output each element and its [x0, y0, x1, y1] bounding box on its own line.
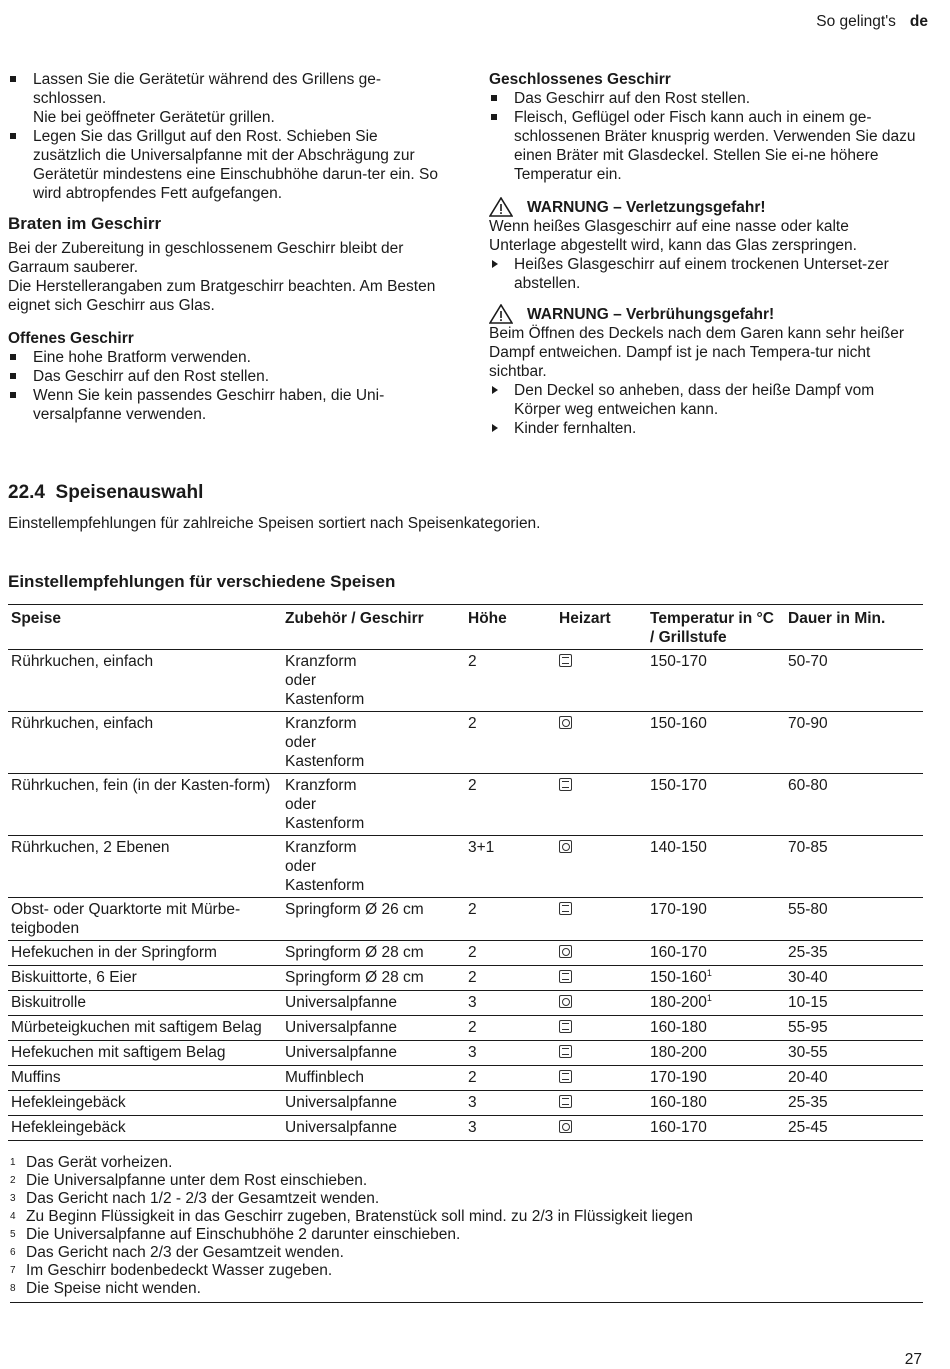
bullet-text: Eine hohe Bratform verwenden. [33, 349, 251, 366]
top-bottom-heat-icon [559, 970, 572, 983]
cell-dauer-text: 50-70 [788, 653, 828, 670]
cell-heizart [556, 1091, 647, 1116]
cell-zubehoer [282, 836, 465, 898]
cell-dauer [785, 966, 923, 991]
cell-dauer-text: 25-35 [788, 944, 828, 961]
cell-temperatur [647, 966, 785, 991]
cell-heizart [556, 898, 647, 941]
column-header: Speise [8, 605, 282, 650]
warning-text: Beim Öffnen des Deckels nach dem Garen kann sehr heißer Dampf entweichen. Dampf ist je nach Tempera-tur nicht sichtbar. [489, 325, 904, 380]
table-row [8, 1016, 923, 1041]
cell-speise-text: Muffins [11, 1069, 61, 1086]
cell-speise [8, 712, 282, 774]
cell-dauer [785, 1016, 923, 1041]
cell-dauer-text: 25-45 [788, 1119, 828, 1136]
cell-zubehoer [282, 1116, 465, 1141]
cell-temperatur [647, 898, 785, 941]
cell-hoehe-text: 2 [468, 901, 477, 918]
cell-temperatur-text: 150-170 [650, 777, 707, 794]
cell-hoehe-text: 3 [468, 994, 477, 1011]
warning-heading [489, 198, 919, 217]
cell-temperatur [647, 1091, 785, 1116]
footnote-text: Das Gerät vorheizen. [26, 1154, 173, 1171]
hot-air-icon [559, 1120, 572, 1133]
hot-air-icon [559, 945, 572, 958]
cell-zubehoer-text: Springform Ø 28 cm [285, 969, 424, 986]
cell-hoehe [465, 898, 556, 941]
bullet-icon [491, 95, 497, 101]
cell-temperatur-text: 140-150 [650, 839, 707, 856]
cell-speise [8, 898, 282, 941]
table-row [8, 774, 923, 836]
footnote-number: 5 [10, 1229, 16, 1240]
action-text: Heißes Glasgeschirr auf einem trockenen Unterset-zer abstellen. [514, 256, 889, 292]
footnote [10, 1226, 923, 1244]
cell-speise [8, 1066, 282, 1091]
cell-heizart [556, 836, 647, 898]
section-heading: Braten im Geschirr [8, 214, 162, 233]
action-text: Kinder fernhalten. [514, 420, 637, 437]
cell-heizart [556, 991, 647, 1016]
footnote-ref: 1 [706, 992, 712, 1003]
cell-temperatur-text: 160-170 [650, 944, 707, 961]
right-column [489, 70, 919, 438]
warning-triangle-icon [489, 197, 513, 217]
table-heading: Einstellempfehlungen für verschiedene Speisen [8, 572, 396, 591]
bullet-icon [10, 373, 16, 379]
cell-zubehoer-text: Kranzform oder Kastenform [285, 839, 365, 894]
cell-hoehe-text: 2 [468, 653, 477, 670]
cell-speise-text: Biskuitrolle [11, 994, 86, 1011]
cell-zubehoer [282, 1066, 465, 1091]
top-bottom-heat-icon [559, 778, 572, 791]
cell-temperatur-text: 150-170 [650, 653, 707, 670]
column-header: Dauer in Min. [785, 605, 923, 650]
action-item [489, 419, 919, 438]
cell-dauer [785, 1066, 923, 1091]
action-text: Den Deckel so anheben, dass der heiße Dampf vom Körper weg entweichen kann. [514, 382, 875, 418]
subheading: Geschlossenes Geschirr [489, 71, 671, 88]
footnote [10, 1208, 923, 1226]
table-header-row [8, 605, 923, 650]
bullet-icon [10, 392, 16, 398]
footnote [10, 1154, 923, 1172]
cell-hoehe-text: 2 [468, 777, 477, 794]
cell-dauer-text: 60-80 [788, 777, 828, 794]
arrow-icon [492, 386, 498, 394]
hot-air-icon [559, 716, 572, 729]
section-name: So gelingt's [816, 13, 896, 30]
hot-air-icon [559, 840, 572, 853]
cell-heizart [556, 1041, 647, 1066]
bullet-sub: Nie bei geöffneter Gerätetür grillen. [33, 109, 275, 126]
cell-zubehoer [282, 941, 465, 966]
cell-hoehe [465, 836, 556, 898]
bullet-text: Legen Sie das Grillgut auf den Rost. Schieben Sie zusätzlich die Universalpfanne mit der Abschrägung zur Gerätetür mindestens eine Einschubhöhe darun-ter ein. So wird abtropfendes Fett aufgefangen. [33, 128, 438, 202]
footnote-number: 1 [10, 1157, 16, 1168]
cell-speise-text: Hefekuchen mit saftigem Belag [11, 1044, 226, 1061]
top-bottom-heat-icon [559, 1020, 572, 1033]
footnote-text: Die Universalpfanne unter dem Rost einschieben. [26, 1172, 368, 1189]
warning-heading [489, 305, 919, 324]
cell-zubehoer [282, 1016, 465, 1041]
bullet-text: Das Geschirr auf den Rost stellen. [33, 368, 270, 385]
cell-zubehoer [282, 1091, 465, 1116]
cell-speise-text: Mürbeteigkuchen mit saftigem Belag [11, 1019, 262, 1036]
cell-hoehe [465, 650, 556, 712]
cell-dauer-text: 20-40 [788, 1069, 828, 1086]
cell-hoehe-text: 3+1 [468, 839, 495, 856]
cell-hoehe [465, 1066, 556, 1091]
cell-temperatur [647, 941, 785, 966]
bullet-text: Wenn Sie kein passendes Geschirr haben, die Uni-versalpfanne verwenden. [33, 387, 385, 423]
cell-temperatur [647, 712, 785, 774]
cell-speise [8, 1091, 282, 1116]
cell-temperatur [647, 836, 785, 898]
footnote-number: 3 [10, 1193, 16, 1204]
bullet-icon [10, 354, 16, 360]
cell-temperatur-text: 180-200 [650, 1044, 707, 1061]
settings-table [8, 604, 923, 1141]
cell-speise [8, 1041, 282, 1066]
cell-dauer [785, 774, 923, 836]
table-row [8, 966, 923, 991]
footnote-number: 4 [10, 1211, 16, 1222]
cell-speise [8, 774, 282, 836]
cell-speise-text: Hefekuchen in der Springform [11, 944, 217, 961]
footnote [10, 1190, 923, 1208]
section-number: 22.4 [8, 482, 45, 503]
subheading: Offenes Geschirr [8, 330, 134, 347]
cell-hoehe-text: 3 [468, 1094, 477, 1111]
bullet-icon [10, 133, 16, 139]
footnote-number: 2 [10, 1175, 16, 1186]
arrow-icon [492, 424, 498, 432]
cell-hoehe-text: 3 [468, 1119, 477, 1136]
cell-zubehoer-text: Universalpfanne [285, 1044, 398, 1061]
top-bottom-heat-icon [559, 1045, 572, 1058]
footnote-text: Das Gericht nach 1/2 - 2/3 der Gesamtzeit wenden. [26, 1190, 380, 1207]
cell-heizart [556, 1066, 647, 1091]
cell-temperatur-text: 170-190 [650, 901, 707, 918]
cell-dauer [785, 1091, 923, 1116]
cell-hoehe [465, 1091, 556, 1116]
table-row [8, 898, 923, 941]
warning-text: Wenn heißes Glasgeschirr auf eine nasse oder kalte Unterlage abgestellt wird, kann das Glas zerspringen. [489, 218, 857, 254]
left-column [8, 70, 448, 424]
cell-speise [8, 836, 282, 898]
table-row [8, 1066, 923, 1091]
cell-dauer [785, 898, 923, 941]
page-number: 27 [904, 1351, 922, 1368]
table-row [8, 712, 923, 774]
cell-dauer-text: 30-40 [788, 969, 828, 986]
footnote [10, 1172, 923, 1190]
cell-temperatur [647, 1016, 785, 1041]
cell-speise-text: Rührkuchen, einfach [11, 715, 154, 732]
cell-temperatur-text: 170-190 [650, 1069, 707, 1086]
cell-speise [8, 966, 282, 991]
cell-zubehoer [282, 1041, 465, 1066]
section-title [8, 483, 203, 502]
table-row [8, 1041, 923, 1066]
cell-hoehe [465, 774, 556, 836]
bullet-line: Lassen Sie die Gerätetür während des Grillens ge- [33, 71, 382, 88]
footnote [10, 1262, 923, 1280]
cell-heizart [556, 1116, 647, 1141]
list-item [8, 348, 448, 367]
footnote-number: 6 [10, 1247, 16, 1258]
cell-hoehe-text: 2 [468, 1069, 477, 1086]
cell-speise-text: Obst- oder Quarktorte mit Mürbe-teigboden [11, 901, 241, 937]
bullet-icon [10, 76, 16, 82]
cell-temperatur [647, 774, 785, 836]
section-intro: Einstellempfehlungen für zahlreiche Speisen sortiert nach Speisenkategorien. [8, 515, 541, 532]
warning-triangle-icon [489, 304, 513, 324]
column-header: Heizart [556, 605, 647, 650]
cell-zubehoer-text: Kranzform oder Kastenform [285, 653, 365, 708]
cell-dauer [785, 1041, 923, 1066]
warning-title: WARNUNG – Verletzungsgefahr! [527, 199, 766, 216]
cell-zubehoer-text: Kranzform oder Kastenform [285, 777, 365, 832]
cell-zubehoer-text: Universalpfanne [285, 1119, 398, 1136]
bullet-line: schlossen. [33, 90, 107, 107]
table-row [8, 836, 923, 898]
table-row [8, 650, 923, 712]
hot-air-icon [559, 995, 572, 1008]
table-row [8, 1116, 923, 1141]
footnote-text: Zu Beginn Flüssigkeit in das Geschirr zugeben, Bratenstück soll mind. zu 2/3 in Flüssigkeit liegen [26, 1208, 693, 1225]
cell-hoehe [465, 1041, 556, 1066]
footnote-text: Die Speise nicht wenden. [26, 1280, 201, 1297]
paragraph: Die Herstellerangaben zum Bratgeschirr beachten. Am Besten eignet sich Geschirr aus Glas. [8, 278, 436, 314]
footnote [10, 1280, 923, 1298]
cell-temperatur-text: 160-180 [650, 1094, 707, 1111]
cell-dauer [785, 1116, 923, 1141]
cell-dauer-text: 55-95 [788, 1019, 828, 1036]
cell-hoehe-text: 3 [468, 1044, 477, 1061]
column-header: Zubehör / Geschirr [282, 605, 465, 650]
cell-hoehe [465, 712, 556, 774]
top-bottom-heat-icon [559, 654, 572, 667]
table-row [8, 991, 923, 1016]
cell-hoehe [465, 991, 556, 1016]
footnote-number: 8 [10, 1283, 16, 1294]
footnote-text: Im Geschirr bodenbedeckt Wasser zugeben. [26, 1262, 333, 1279]
cell-speise [8, 991, 282, 1016]
column-header: Temperatur in °C / Grillstufe [647, 605, 785, 650]
cell-heizart [556, 712, 647, 774]
cell-dauer-text: 55-80 [788, 901, 828, 918]
cell-heizart [556, 966, 647, 991]
cell-zubehoer-text: Universalpfanne [285, 994, 398, 1011]
cell-temperatur [647, 991, 785, 1016]
cell-zubehoer [282, 991, 465, 1016]
bullet-text: Fleisch, Geflügel oder Fisch kann auch in einem ge-schlossenen Bräter knusprig werden. Verwenden Sie dazu einen Bräter mit Glasdeckel. Stellen Sie ei-ne höhere Temperatur ein. [514, 109, 916, 183]
table-row [8, 1091, 923, 1116]
cell-temperatur [647, 1116, 785, 1141]
cell-dauer [785, 991, 923, 1016]
list-item [8, 127, 448, 203]
cell-speise-text: Rührkuchen, 2 Ebenen [11, 839, 170, 856]
list-item [489, 89, 919, 108]
cell-hoehe [465, 941, 556, 966]
top-bottom-heat-icon [559, 902, 572, 915]
cell-zubehoer-text: Universalpfanne [285, 1019, 398, 1036]
section-title-text: Speisenauswahl [55, 482, 204, 503]
cell-hoehe [465, 966, 556, 991]
cell-zubehoer-text: Muffinblech [285, 1069, 364, 1086]
cell-dauer-text: 30-55 [788, 1044, 828, 1061]
cell-dauer [785, 836, 923, 898]
cell-hoehe-text: 2 [468, 1019, 477, 1036]
cell-speise-text: Rührkuchen, einfach [11, 653, 154, 670]
cell-heizart [556, 941, 647, 966]
cell-speise-text: Rührkuchen, fein (in der Kasten-form) [11, 777, 271, 794]
cell-hoehe [465, 1116, 556, 1141]
cell-temperatur [647, 1066, 785, 1091]
cell-dauer [785, 941, 923, 966]
cell-temperatur-text: 150-160 [650, 969, 707, 986]
cell-hoehe-text: 2 [468, 715, 477, 732]
cell-dauer-text: 70-90 [788, 715, 828, 732]
cell-speise [8, 650, 282, 712]
cell-zubehoer-text: Springform Ø 28 cm [285, 944, 424, 961]
cell-speise [8, 1016, 282, 1041]
cell-hoehe-text: 2 [468, 944, 477, 961]
cell-zubehoer [282, 712, 465, 774]
list-item [8, 70, 448, 127]
cell-dauer [785, 712, 923, 774]
column-header: Höhe [465, 605, 556, 650]
table-title [8, 571, 395, 593]
cell-speise-text: Hefekleingebäck [11, 1119, 126, 1136]
table-row [8, 941, 923, 966]
paragraph: Bei der Zubereitung in geschlossenem Geschirr bleibt der Garraum sauberer. [8, 240, 404, 276]
page-header [816, 12, 928, 31]
cell-hoehe-text: 2 [468, 969, 477, 986]
cell-temperatur [647, 1041, 785, 1066]
cell-temperatur-text: 160-170 [650, 1119, 707, 1136]
cell-dauer-text: 70-85 [788, 839, 828, 856]
cell-zubehoer-text: Kranzform oder Kastenform [285, 715, 365, 770]
footnote-ref: 1 [706, 967, 712, 978]
cell-dauer [785, 650, 923, 712]
list-item [8, 386, 438, 424]
footnote-number: 7 [10, 1265, 16, 1276]
cell-zubehoer [282, 898, 465, 941]
footnote [10, 1244, 923, 1262]
cell-zubehoer [282, 774, 465, 836]
cell-heizart [556, 1016, 647, 1041]
arrow-icon [492, 260, 498, 268]
cell-temperatur [647, 650, 785, 712]
footnotes [10, 1154, 923, 1303]
footnote-text: Das Gericht nach 2/3 der Gesamtzeit wenden. [26, 1244, 344, 1261]
top-bottom-heat-icon [559, 1070, 572, 1083]
top-bottom-heat-icon [559, 1095, 572, 1108]
cell-zubehoer [282, 650, 465, 712]
cell-speise-text: Hefekleingebäck [11, 1094, 126, 1111]
cell-temperatur-text: 180-200 [650, 994, 707, 1011]
action-item [489, 255, 919, 293]
list-item [489, 108, 919, 184]
cell-speise [8, 1116, 282, 1141]
bullet-text: Das Geschirr auf den Rost stellen. [514, 90, 751, 107]
cell-speise [8, 941, 282, 966]
warning-title: WARNUNG – Verbrühungsgefahr! [527, 306, 775, 323]
cell-heizart [556, 774, 647, 836]
cell-zubehoer-text: Springform Ø 26 cm [285, 901, 424, 918]
cell-heizart [556, 650, 647, 712]
action-item [489, 381, 919, 419]
cell-temperatur-text: 160-180 [650, 1019, 707, 1036]
cell-speise-text: Biskuittorte, 6 Eier [11, 969, 137, 986]
cell-zubehoer-text: Universalpfanne [285, 1094, 398, 1111]
footnote-text: Die Universalpfanne auf Einschubhöhe 2 darunter einschieben. [26, 1226, 461, 1243]
cell-hoehe [465, 1016, 556, 1041]
cell-dauer-text: 10-15 [788, 994, 828, 1011]
list-item [8, 367, 448, 386]
language-code: de [909, 13, 928, 30]
cell-dauer-text: 25-35 [788, 1094, 828, 1111]
cell-zubehoer [282, 966, 465, 991]
cell-temperatur-text: 150-160 [650, 715, 707, 732]
bullet-icon [491, 114, 497, 120]
